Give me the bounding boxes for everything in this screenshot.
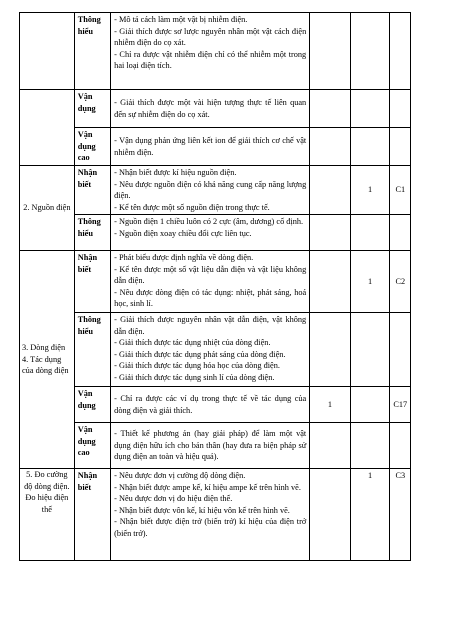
- question-cell: C2: [390, 251, 411, 313]
- topic-cell: 5. Đo cường độ dòng điện. Đo hiệu điện thế: [20, 469, 75, 561]
- count-cell: 1: [350, 469, 390, 561]
- description-cell: - Chỉ ra được các ví dụ trong thực tế về tác dụng của dòng điện và giải thích.: [111, 387, 310, 423]
- table-row: [20, 166, 450, 215]
- count-cell: [350, 387, 390, 423]
- count-cell: 1: [350, 251, 390, 313]
- count-cell: [310, 423, 351, 469]
- table-row: [20, 387, 450, 423]
- count-cell: [310, 251, 351, 313]
- count-cell: [350, 423, 390, 469]
- table-row: [20, 128, 450, 166]
- topic-cell: 2. Nguồn điện: [20, 166, 75, 251]
- level-cell: Thông hiểu: [74, 313, 110, 387]
- question-cell: [390, 313, 411, 387]
- count-cell: [350, 313, 390, 387]
- question-cell: C17: [390, 387, 411, 423]
- count-cell: [310, 128, 351, 166]
- question-cell: [390, 128, 411, 166]
- table-row: [20, 90, 450, 128]
- description-cell: - Giải thích được một vài hiện tượng thực tế liên quan đến sự nhiễm điện do cọ xát.: [111, 90, 310, 128]
- count-cell: 1: [350, 166, 390, 215]
- level-cell: Nhận biết: [74, 166, 110, 215]
- table-row: [20, 423, 450, 469]
- level-cell: Vận dụng cao: [74, 128, 110, 166]
- count-cell: [350, 215, 390, 251]
- table-row: [20, 469, 450, 561]
- count-cell: [350, 13, 390, 90]
- level-cell: Thông hiểu: [74, 215, 110, 251]
- description-cell: - Nguồn điện 1 chiều luôn có 2 cực (âm, dương) cố định. - Nguồn điện xoay chiều đổi cực liên tục.: [111, 215, 310, 251]
- count-cell: [310, 13, 351, 90]
- table-row: [20, 13, 450, 90]
- table-row: [20, 313, 450, 387]
- description-cell: - Phát biểu được định nghĩa về dòng điện. - Kể tên được một số vật liệu dẫn điện và vật liệu không dẫn điện. - Nêu được dòng điện có tác dụng: nhiệt, phát sáng, hoá học, sinh lí.: [111, 251, 310, 313]
- count-cell: [310, 90, 351, 128]
- level-cell: Nhận biết: [74, 251, 110, 313]
- question-cell: [390, 90, 411, 128]
- count-cell: [310, 215, 351, 251]
- count-cell: [350, 90, 390, 128]
- question-cell: [390, 423, 411, 469]
- table-row: [20, 251, 450, 313]
- topic-cell: [20, 13, 75, 90]
- question-cell: [390, 215, 411, 251]
- count-cell: 1: [310, 387, 351, 423]
- question-cell: [390, 13, 411, 90]
- count-cell: [310, 166, 351, 215]
- description-cell: - Giải thích được nguyên nhân vật dẫn điện, vật không dẫn điện. - Giải thích được tác dụng nhiệt của dòng điện. - Giải thích được tác dụng phát sáng của dòng điện. - Giải thích được tác dụng hóa học của dòng điện. - Giải thích được tác dụng sinh lí của dòng điện.: [111, 313, 310, 387]
- description-cell: - Vận dụng phản ứng liên kết ion để giải thích cơ chế vật nhiễm điện.: [111, 128, 310, 166]
- count-cell: [310, 313, 351, 387]
- level-cell: Vận dụng: [74, 90, 110, 128]
- level-cell: Thông hiểu: [74, 13, 110, 90]
- question-cell: C1: [390, 166, 411, 215]
- topic-cell: [20, 90, 75, 166]
- description-cell: - Nhận biết được kí hiệu nguồn điện. - Nêu được nguồn điện có khả năng cung cấp năng lượng điện. - Kể tên được một số nguồn điện trong thực tế.: [111, 166, 310, 215]
- description-cell: - Mô tả cách làm một vật bị nhiễm điện. - Giải thích được sơ lược nguyên nhân một vật cách điện nhiễm điện do cọ xát. - Chỉ ra được vật nhiễm điện chỉ có thể nhiễm một trong hai loại điện tích.: [111, 13, 310, 90]
- level-cell: Nhận biết: [74, 469, 110, 561]
- description-cell: - Nêu được đơn vị cường độ dòng điện. - Nhận biết được ampe kế, kí hiệu ampe kế trên hình vẽ. - Nêu được đơn vị đo hiệu điện thế. - Nhận biết được vôn kế, kí hiệu vôn kế trên hình vẽ. - Nhận biết được điện trở (biến trở) kí hiệu của điện trở (biến trở).: [111, 469, 310, 561]
- table-row: [20, 215, 450, 251]
- topic-cell: 3. Dòng điện 4. Tác dụng của dòng điện: [20, 251, 75, 469]
- count-cell: [350, 128, 390, 166]
- level-cell: Vận dụng cao: [74, 423, 110, 469]
- question-cell: C3: [390, 469, 411, 561]
- count-cell: [310, 469, 351, 561]
- description-cell: - Thiết kế phương án (hay giải pháp) để làm một vật dụng điện hữu ích cho bản thân (hay đưa ra biện pháp sử dụng điện an toàn và hiệu quả).: [111, 423, 310, 469]
- matrix-table: [19, 12, 450, 561]
- level-cell: Vận dụng: [74, 387, 110, 423]
